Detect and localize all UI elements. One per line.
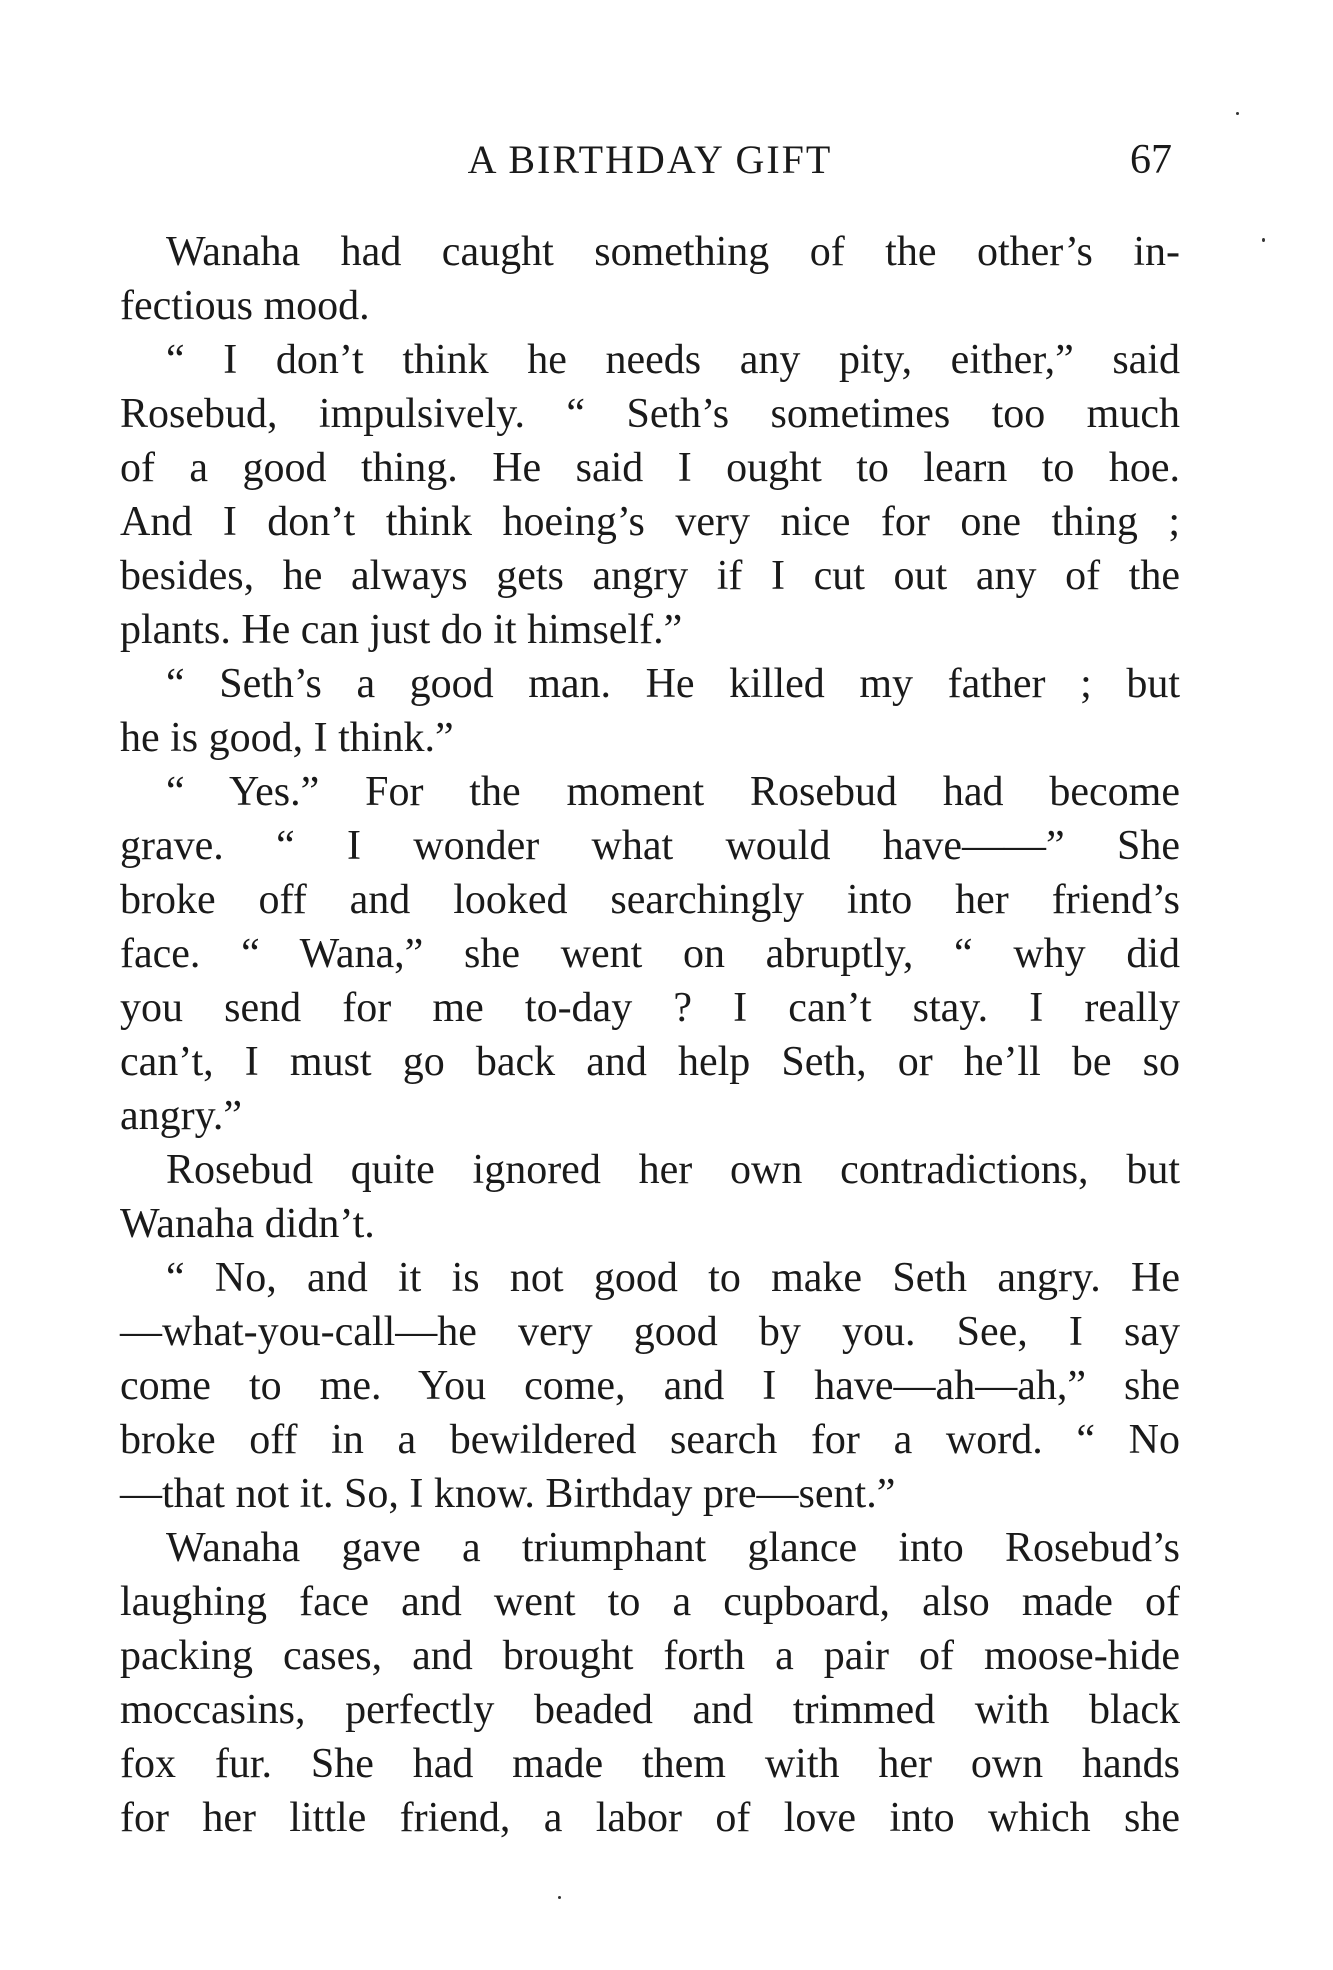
- print-speck: [558, 1896, 561, 1899]
- print-speck: [1262, 238, 1265, 242]
- text-line: grave. “ I wonder what would have——” She: [120, 823, 1180, 869]
- text-line: he is good, I think.”: [120, 715, 454, 761]
- text-line: broke off in a bewildered search for a word. “ No: [120, 1417, 1180, 1463]
- text-line: face. “ Wana,” she went on abruptly, “ why did: [120, 931, 1180, 977]
- text-line: broke off and looked searchingly into her friend’s: [120, 877, 1180, 923]
- text-line: moccasins, perfectly beaded and trimmed with black: [120, 1687, 1180, 1733]
- text-line: packing cases, and brought forth a pair of moose-hide: [120, 1633, 1180, 1679]
- body-text: [120, 225, 1180, 1845]
- text-line: of a good thing. He said I ought to learn to hoe.: [120, 445, 1180, 491]
- running-head: [120, 132, 1180, 188]
- text-line: Rosebud, impulsively. “ Seth’s sometimes too much: [120, 391, 1180, 437]
- text-line: fectious mood.: [120, 283, 370, 329]
- text-line: plants. He can just do it himself.”: [120, 607, 683, 653]
- text-line: come to me. You come, and I have—ah—ah,” she: [120, 1363, 1180, 1409]
- text-line: —that not it. So, I know. Birthday pre—sent.”: [120, 1471, 896, 1517]
- text-line: Rosebud quite ignored her own contradictions, but: [166, 1147, 1180, 1193]
- text-line: Wanaha had caught something of the other’s in-: [166, 229, 1180, 275]
- text-line: “ Yes.” For the moment Rosebud had become: [166, 769, 1180, 815]
- text-line: can’t, I must go back and help Seth, or he’ll be so: [120, 1039, 1180, 1085]
- text-line: And I don’t think hoeing’s very nice for one thing ;: [120, 499, 1180, 545]
- text-line: “ No, and it is not good to make Seth angry. He: [166, 1255, 1180, 1301]
- text-line: for her little friend, a labor of love into which she: [120, 1795, 1180, 1841]
- print-speck: [1236, 112, 1239, 115]
- running-title: A BIRTHDAY GIFT: [467, 137, 833, 182]
- text-line: you send for me to-day ? I can’t stay. I really: [120, 985, 1180, 1031]
- page-number: 67: [1130, 137, 1172, 183]
- text-line: fox fur. She had made them with her own hands: [120, 1741, 1180, 1787]
- text-line: “ Seth’s a good man. He killed my father ; but: [166, 661, 1180, 707]
- text-line: angry.”: [120, 1093, 243, 1139]
- text-line: Wanaha gave a triumphant glance into Rosebud’s: [166, 1525, 1180, 1571]
- text-line: besides, he always gets angry if I cut out any of the: [120, 553, 1180, 599]
- text-line: laughing face and went to a cupboard, also made of: [120, 1579, 1180, 1625]
- text-line: “ I don’t think he needs any pity, either,” said: [166, 337, 1180, 383]
- text-line: Wanaha didn’t.: [120, 1201, 375, 1247]
- text-line: —what-you-call—he very good by you. See, I say: [120, 1309, 1180, 1355]
